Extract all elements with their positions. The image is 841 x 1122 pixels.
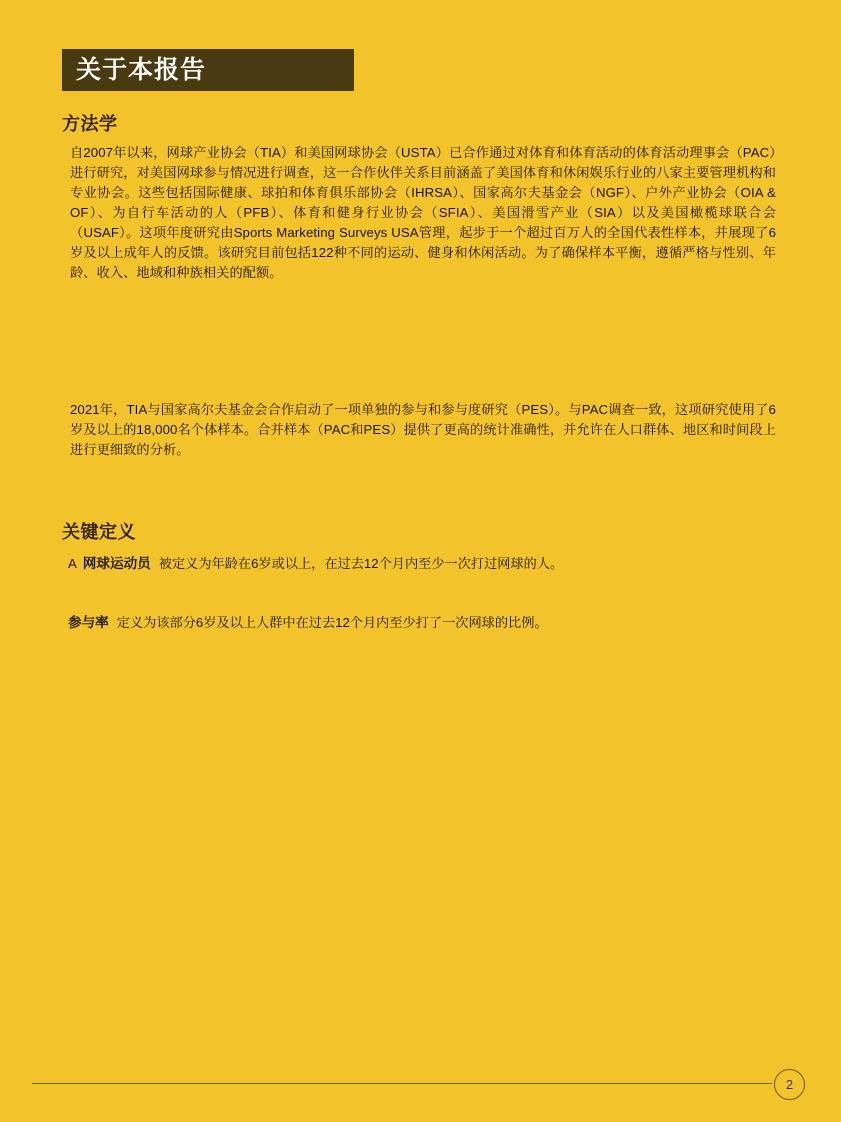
definition-marker: A <box>68 556 77 571</box>
page-number-label: 2 <box>785 1077 794 1092</box>
definition-text: 定义为该部分6岁及以上人群中在过去12个月内至少打了一次网球的比例。 <box>116 615 548 630</box>
section-heading-definitions: 关键定义 <box>62 522 136 542</box>
footer-divider <box>32 1083 772 1084</box>
page-number-badge <box>774 1069 805 1100</box>
definition-term: 参与率 <box>68 615 109 630</box>
methodology-paragraph-2: 2021年，TIA与国家高尔夫基金会合作启动了一项单独的参与和参与度研究（PES）。与PAC调查一致，这项研究使用了6岁及以上的18,000名个体样本。合并样本（PAC和PES）提供了更高的统计准确性，并允许在人口群体、地区和时间段上进行更细致的分析。 <box>70 402 776 457</box>
page-title: 关于本报告 <box>76 55 207 84</box>
page-title-band <box>62 49 354 91</box>
definition-term: 网球运动员 <box>82 556 151 571</box>
definition-text: 被定义为年龄在6岁或以上，在过去12个月内至少一次打过网球的人。 <box>158 556 564 571</box>
definition-item <box>68 613 798 633</box>
section-heading-methodology: 方法学 <box>62 114 118 134</box>
definition-item <box>68 554 798 574</box>
methodology-paragraph-1: 自2007年以来，网球产业协会（TIA）和美国网球协会（USTA）已合作通过对体育和体育活动的体育活动理事会（PAC）进行研究，对美国网球参与情况进行调查，这一合作伙伴关系目前涵盖了美国体育和休闲娱乐行业的八家主要管理机构和专业协会。这些包括国际健康、球拍和体育俱乐部协会（IHRSA）、国家高尔夫基金会（NGF）、户外产业协会（OIA & OF）、为自行车活动的人（PFB）、体育和健身行业协会（SFIA）、美国滑雪产业（SIA）以及美国橄榄球联合会（USAF）。这项年度研究由Sports Marketing Surveys USA管理，起步于一个超过百万人的全国代表性样本，并展现了6岁及以上成年人的反馈。该研究目前包括122种不同的运动、健身和休闲活动。为了确保样本平衡，遵循严格与性别、年龄、收入、地域和种族相关的配额。 <box>70 145 776 280</box>
